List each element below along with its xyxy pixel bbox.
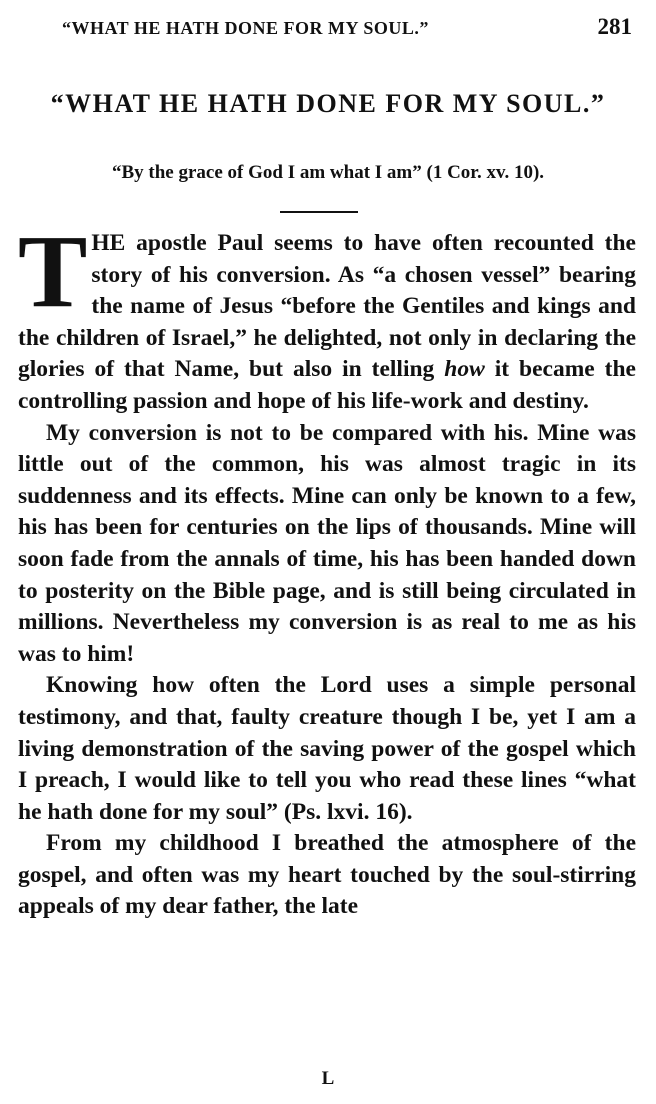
- paragraph-1-text: HE apostle Paul seems to have often recounted the story of his conversion. As “a chosen vessel” bearing the name of Jesus “before the Gentiles and kings and the children of Israel,” he delighted, not only in declaring the glories of that Name, but also in telling: [18, 230, 636, 383]
- epigraph: “By the grace of God I am what I am” (1 Cor. xv. 10).: [111, 162, 545, 183]
- section-divider: [280, 211, 358, 213]
- paragraph-4: From my childhood I breathed the atmosphere of the gospel, and often was my heart touched by the soul-stirring appeals of my dear father, the late: [18, 830, 636, 920]
- running-title: “WHAT HE HATH DONE FOR MY SOUL.”: [62, 18, 429, 38]
- page-number: 281: [597, 14, 632, 39]
- running-head: [62, 14, 632, 44]
- chapter-title: “WHAT HE HATH DONE FOR MY SOUL.”: [50, 89, 606, 118]
- paragraph-1-text-end: it became the controlling passion and hope of his life-work and destiny.: [18, 356, 636, 414]
- paragraph-3: Knowing how often the Lord uses a simple personal testimony, and that, faulty creature though I be, yet I am a living demonstration of the saving power of the gospel which I preach, I would like to tell you who read these lines “what he hath done for my soul” (Ps. lxvi. 16).: [18, 672, 636, 825]
- paragraph-1-emphasis: how: [444, 356, 485, 383]
- body-text: [18, 214, 636, 923]
- paragraph-1: [18, 214, 636, 418]
- drop-cap: T: [18, 214, 88, 329]
- paragraph-2: My conversion is not to be compared with his. Mine was little out of the common, his was almost tragic in its suddenness and its effects. Mine can only be known to a few, his has been for centuries on the lips of thousands. Mine will soon fade from the annals of time, his has been handed down to posterity on the Bible page, and is still being circulated in millions. Nevertheless my conversion is as real to me as his was to him!: [18, 419, 636, 667]
- signature-mark: L: [321, 1068, 335, 1089]
